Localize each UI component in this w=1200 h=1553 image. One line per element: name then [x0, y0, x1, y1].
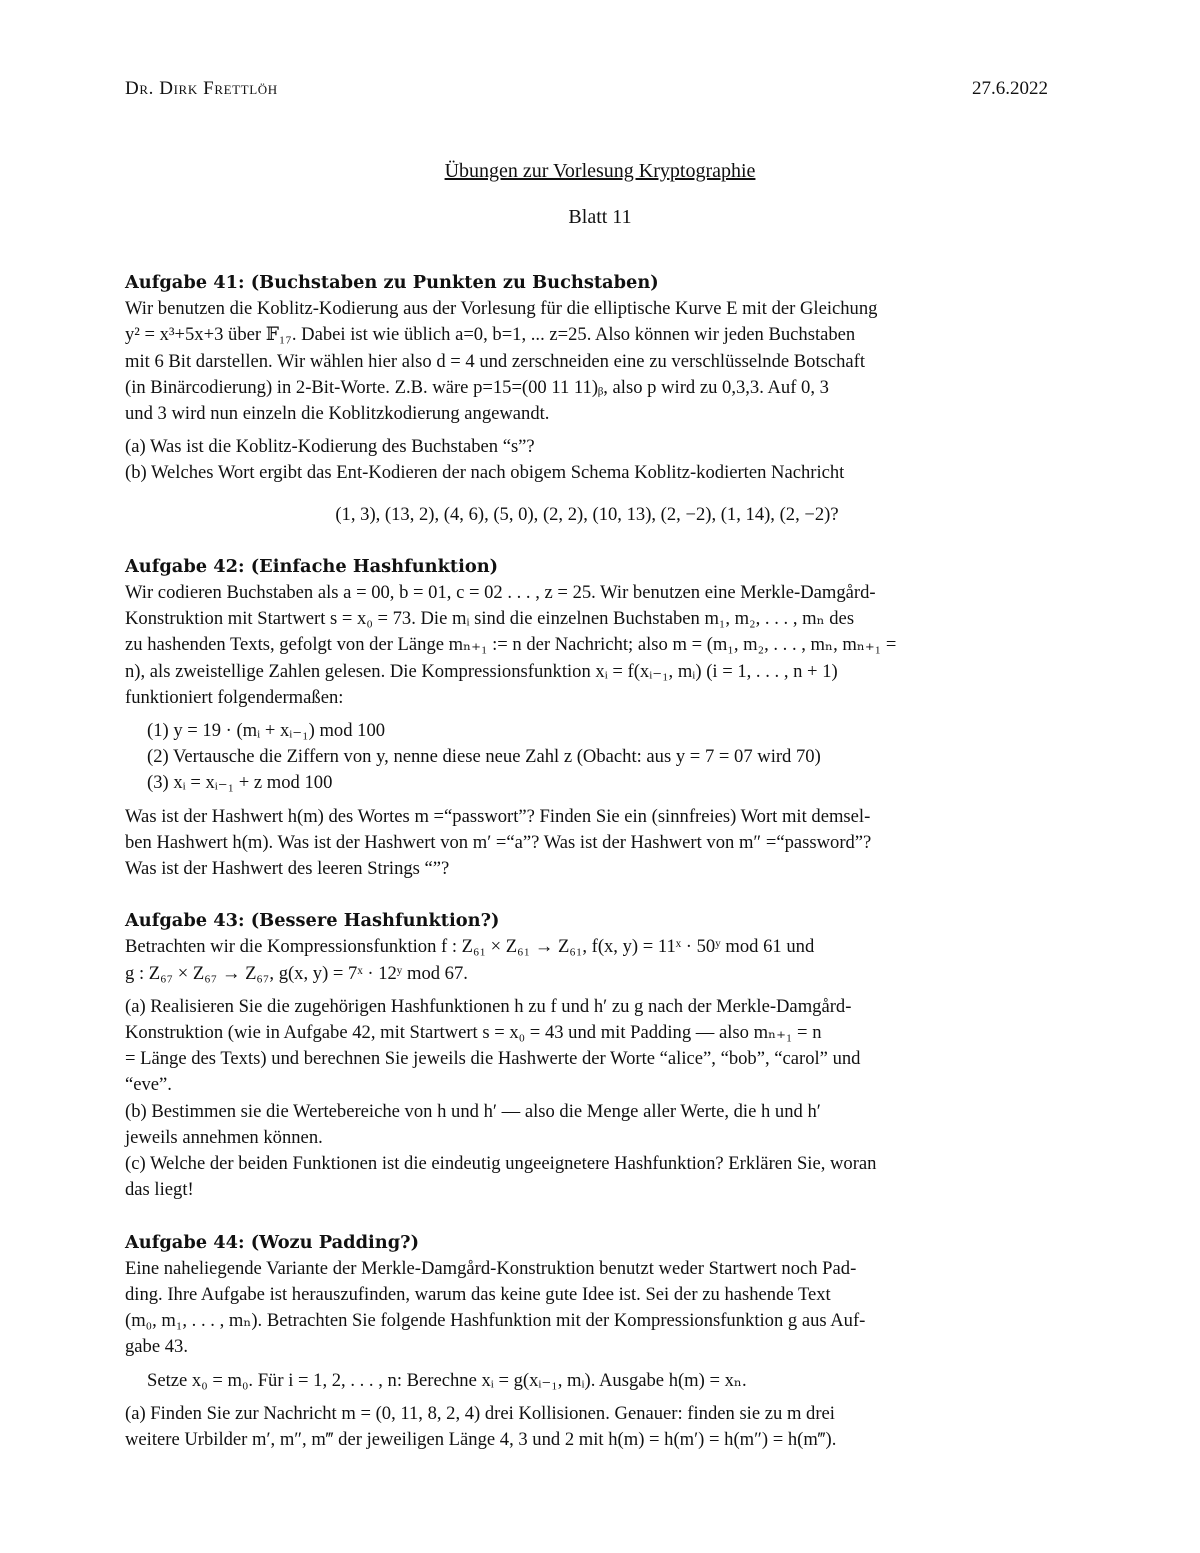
text-line: Was ist der Hashwert des leeren Strings “”?: [125, 858, 450, 880]
task-heading: Aufgabe 43: (Bessere Hashfunktion?): [125, 910, 500, 932]
text-line: (a) Realisieren Sie die zugehörigen Hashfunktionen h zu f und h′ zu g nach der Merkle-Damgård-: [125, 995, 852, 1017]
text-line: Konstruktion (wie in Aufgabe 42, mit Startwert s = x₀ = 43 und mit Padding — also mₙ₊₁ = n: [125, 1022, 822, 1044]
task-heading: Aufgabe 42: (Einfache Hashfunktion): [125, 555, 499, 577]
step-list: [147, 718, 1049, 797]
text-line: ding. Ihre Aufgabe ist herauszufinden, warum das keine gute Idee ist. Sei der zu hashende Text: [125, 1283, 831, 1305]
task-44: [125, 1230, 1049, 1454]
task-part-c: [125, 1151, 1049, 1203]
task-42: [125, 554, 1049, 882]
text-line: funktioniert folgendermaßen:: [125, 686, 344, 708]
task-heading: Aufgabe 41: (Buchstaben zu Punkten zu Buchstaben): [125, 272, 659, 293]
step-item: (1) y = 19 · (mᵢ + xᵢ₋₁) mod 100: [147, 720, 386, 742]
sheet-date: 27.6.2022: [972, 78, 1048, 99]
step-item: (3) xᵢ = xᵢ₋₁ + z mod 100: [147, 772, 333, 794]
text-line: “eve”.: [125, 1074, 172, 1096]
display-formula: Setze x₀ = m₀. Für i = 1, 2, . . . , n: Berechne xᵢ = g(xᵢ₋₁, mᵢ). Ausgabe h(m) = xₙ.: [147, 1369, 747, 1391]
text-line: Betrachten wir die Kompressionsfunktion f : Z₆₁ × Z₆₁ → Z₆₁, f(x, y) = 11ˣ · 50ʸ mod 61 und: [125, 936, 815, 958]
text-line: zu hashenden Texts, gefolgt von der Länge mₙ₊₁ := n der Nachricht; also m = (m₁, m₂, . . . , mₙ, mₙ₊₁ =: [125, 634, 897, 656]
text-line: n), als zweistellige Zahlen gelesen. Die Kompressionsfunktion xᵢ = f(xᵢ₋₁, mᵢ) (i = 1, . . . , n + 1): [125, 660, 838, 682]
text-line: Was ist der Hashwert h(m) des Wortes m =“passwort”? Finden Sie ein (sinnfreies) Wort mit demsel-: [125, 805, 871, 827]
task-41: [125, 270, 1049, 528]
task-part-b: [125, 1099, 1049, 1151]
task-part-a: [125, 994, 1049, 1099]
text-line: Eine naheliegende Variante der Merkle-Damgård-Konstruktion benutzt weder Startwert noch Pad-: [125, 1257, 857, 1279]
sheet-number: Blatt 11: [568, 206, 632, 228]
exercise-content: [125, 270, 1049, 1453]
text-line: (in Binärcodierung) in 2-Bit-Worte. Z.B. wäre p=15=(00 11 11)ᵦ, also p wird zu 0,3,3. Auf 0, 3: [125, 376, 829, 398]
task-part-a: (a) Was ist die Koblitz-Kodierung des Buchstaben “s”?: [125, 436, 535, 458]
text-line: Konstruktion mit Startwert s = x₀ = 73. Die mᵢ sind die einzelnen Buchstaben m₁, m₂, . . . , mₙ des: [125, 608, 855, 630]
text-line: = Länge des Texts) und berechnen Sie jeweils die Hashwerte der Worte “alice”, “bob”, “carol” und: [125, 1048, 861, 1070]
text-line: (a) Finden Sie zur Nachricht m = (0, 11, 8, 2, 4) drei Kollisionen. Genauer: finden sie zu m drei: [125, 1402, 835, 1424]
task-heading: Aufgabe 44: (Wozu Padding?): [125, 1231, 419, 1253]
page-title: Übungen zur Vorlesung Kryptographie: [444, 160, 756, 182]
text-line: (b) Bestimmen sie die Wertebereiche von h und h′ — also die Menge aller Werte, die h und h′: [125, 1100, 821, 1122]
task-part-b: (b) Welches Wort ergibt das Ent-Kodieren der nach obigem Schema Koblitz-kodierten Nachricht: [125, 462, 845, 484]
task-intro: [125, 934, 1049, 986]
text-line: und 3 wird nun einzeln die Koblitzkodierung angewandt.: [125, 403, 550, 425]
text-line: ben Hashwert h(m). Was ist der Hashwert von m′ =“a”? Was ist der Hashwert von m″ =“password”?: [125, 831, 872, 853]
text-line: y² = x³+5x+3 über 𝔽₁₇. Dabei ist wie üblich a=0, b=1, ... z=25. Also können wir jeden Buchstaben: [125, 324, 856, 346]
text-line: Wir codieren Buchstaben als a = 00, b = 01, c = 02 . . . , z = 25. Wir benutzen eine Merkle-Damgård-: [125, 582, 876, 604]
text-line: jeweils annehmen können.: [125, 1126, 323, 1148]
task-43: [125, 908, 1049, 1203]
task-part-a: [125, 1401, 1049, 1453]
text-line: das liegt!: [125, 1179, 194, 1201]
text-line: Wir benutzen die Koblitz-Kodierung aus der Vorlesung für die elliptische Kurve E mit der Gleichung: [125, 298, 878, 320]
text-line: g : Z₆₇ × Z₆₇ → Z₆₇, g(x, y) = 7ˣ · 12ʸ mod 67.: [125, 962, 468, 984]
text-line: gabe 43.: [125, 1336, 188, 1358]
task-intro: [125, 296, 1049, 427]
text-line: weitere Urbilder m′, m″, m‴ der jeweiligen Länge 4, 3 und 2 mit h(m) = h(m′) = h(m″) = h(m‴).: [125, 1428, 837, 1450]
author-name: Dr. Dirk Frettlöh: [125, 78, 278, 99]
task-intro: [125, 580, 1049, 711]
task-question: [125, 804, 1049, 883]
text-line: (c) Welche der beiden Funktionen ist die eindeutig ungeeignetere Hashfunktion? Erklären Sie, woran: [125, 1153, 877, 1175]
text-line: mit 6 Bit darstellen. Wir wählen hier also d = 4 und zerschneiden eine zu verschlüsselnde Botschaft: [125, 350, 866, 372]
text-line: (m₀, m₁, . . . , mₙ). Betrachten Sie folgende Hashfunktion mit der Kompressionsfunktion g aus Auf-: [125, 1310, 866, 1332]
step-item: (2) Vertausche die Ziffern von y, nenne diese neue Zahl z (Obacht: aus y = 7 = 07 wird 70): [147, 746, 821, 768]
page-header: [125, 78, 1048, 102]
display-formula: (1, 3), (13, 2), (4, 6), (5, 0), (2, 2), (10, 13), (2, −2), (1, 14), (2, −2)?: [335, 503, 839, 525]
task-intro: [125, 1256, 1049, 1361]
